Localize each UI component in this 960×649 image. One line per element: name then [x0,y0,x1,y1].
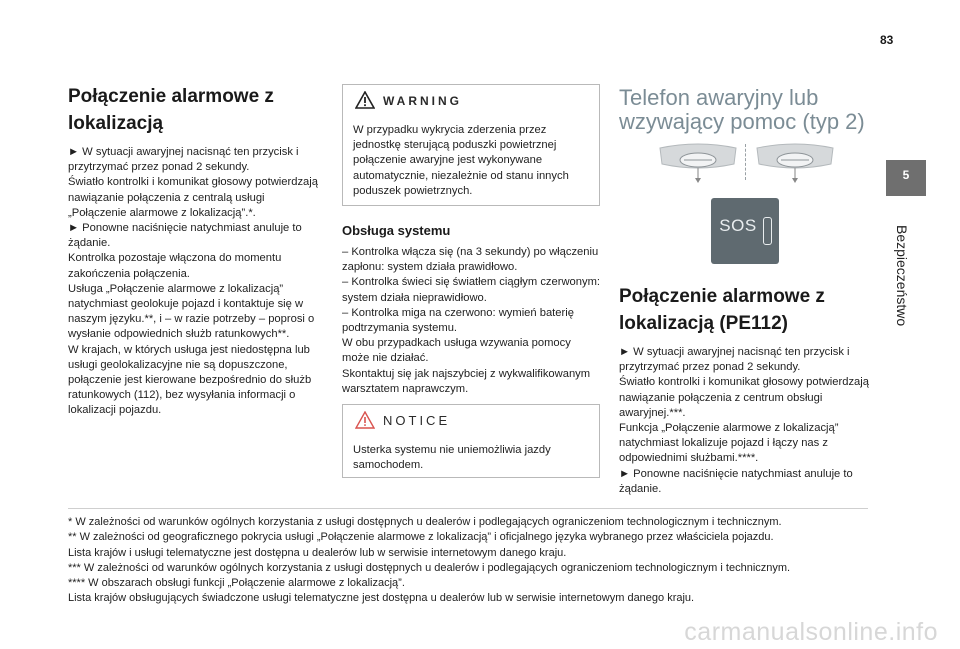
left-paragraph: Kontrolka pozostaje włączona do momentu zakończenia połączenia. [68,252,282,280]
sos-label: SOS [719,216,757,235]
page-number: 83 [880,33,894,47]
ceiling-console-left-illustration [658,142,738,191]
warning-title: WARNING [383,94,462,108]
right-section [619,283,869,497]
emergency-call-title: Telefon awaryjny lub wzywający pomoc (typ 2) [619,85,865,134]
sos-indicator-icon [763,217,772,245]
notice-text: Usterka systemu nie uniemożliwia jazdy samochodem. [353,444,551,472]
left-paragraph: ► W sytuacji awaryjnej nacisnąć ten przycisk i przytrzymać przez ponad 2 sekundy. [68,146,299,174]
footnotes [68,515,868,607]
warning-text: W przypadku wykrycia zderzenia przez jednostkę sterującą poduszki powietrznej połączenie awaryjne jest wykonywane automatycznie, niezależnie od stanu innych poduszek powietrznych. [353,124,569,197]
left-paragraph: ► Ponowne naciśnięcie natychmiast anuluje to żądanie. [68,222,302,250]
right-paragraph: ► W sytuacji awaryjnej nacisnąć ten przycisk i przytrzymać przez ponad 2 sekundy. [619,346,850,374]
illustration-divider [745,144,747,180]
service-paragraph: W obu przypadkach usługa wzywania pomocy może nie działać. [342,337,571,365]
footnote: **** W obszarach obsługi funkcji „Połączenie alarmowe z lokalizacją”. [68,577,405,590]
service-paragraph: Skontaktuj się jak najszybciej z wykwalifikowanym warsztatem naprawczym. [342,367,591,395]
left-paragraph: Światło kontrolki i komunikat głosowy potwierdzają nawiązanie połączenia z centralą usługi „Połączenie alarmowe z lokalizacją”.*. [68,176,318,219]
right-section-title: Połączenie alarmowe z lokalizacją (PE112) [619,286,825,334]
chapter-number: 5 [902,168,910,182]
service-paragraph: – Kontrolka świeci się światłem ciągłym czerwonym: system działa nieprawidłowo. [342,276,601,304]
service-paragraph: – Kontrolka miga na czerwono: wymień baterię podtrzymania systemu. [342,306,574,335]
left-paragraph: W krajach, w których usługa jest niedostępna lub usługi geolokalizacyjne nie są dopuszczone, połączenie jest kierowane bezpośrednio do służb ratunkowych (112), bez wysyłania informacji o lokalizacji pojazdu. [68,343,312,417]
footnote: Lista krajów i usługi telematyczne jest dostępna u dealerów lub w serwisie internetowym danego kraju. [68,546,567,559]
warning-icon [355,91,375,114]
chapter-label: Bezpieczeństwo [894,225,910,327]
right-paragraph: Funkcja „Połączenie alarmowe z lokalizacją” natychmiast lokalizuje pojazd i łączy nas z odpowiednimi służbami.****. [619,422,839,465]
ceiling-console-right-illustration [755,142,835,191]
notice-title: NOTICE [383,413,451,428]
footnote: * W zależności od warunków ogólnych korzystania z usługi dostępnych u dealerów i podlegających ograniczeniom technologicznym i technicznym. [68,516,782,528]
footnote: *** W zależności od warunków ogólnych korzystania z usługi dostępnych u dealerów i podlegających ograniczeniom technologicznym i technicznym. [68,561,791,574]
left-section-title: Połączenie alarmowe z lokalizacją [68,86,274,134]
footnote: Lista krajów obsługujących świadczone usługi telematyczne jest dostępna u dealerów lub w serwisie internetowym danego kraju. [68,592,695,605]
right-body [619,345,869,497]
left-paragraph: Usługa „Połączenie alarmowe z lokalizacją” natychmiast geolokuje pojazd i kontaktuje się w naszym języku.**, i – w razie potrzeby – poprosi o wysłanie odpowiednich służb ratunkowych**. [68,282,315,341]
service-section [342,223,600,397]
left-column [68,83,318,419]
right-paragraph: Światło kontrolki i komunikat głosowy potwierdzają nawiązanie połączenia z centrum obsługi awaryjnej.***. [619,376,869,419]
left-body [68,145,318,419]
footnote: ** W zależności od geograficznego pokrycia usługi „Połączenie alarmowe z lokalizacją” i oficjalnego języka wybranego przez właściciela pojazdu. [68,531,774,544]
warning-box [342,84,600,206]
watermark: carmanualsonline.info [684,618,938,646]
service-paragraph: – Kontrolka włącza się (na 3 sekundy) po włączeniu zapłonu: system działa prawidłowo. [342,246,599,274]
notice-box [342,404,600,478]
chapter-label-wrapper [870,225,930,325]
right-paragraph: ► Ponowne naciśnięcie natychmiast anuluje to żądanie. [619,467,853,495]
footnote-divider [68,508,868,509]
sos-button-illustration [711,198,779,264]
service-title: Obsługa systemu [342,223,451,238]
notice-warning-icon [355,411,375,434]
service-body [342,245,600,397]
